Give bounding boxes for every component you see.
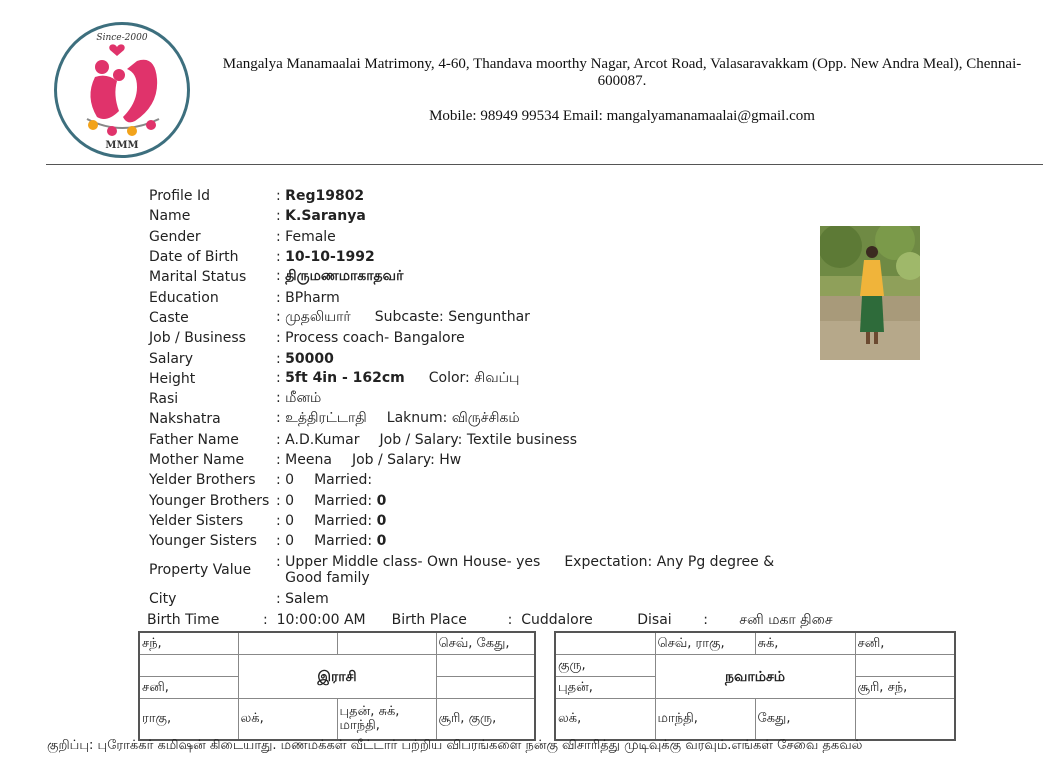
value-father-job: Textile business [466, 431, 578, 448]
navamsam-house-11: புதன், [555, 677, 655, 699]
label-expectation: Expectation: [564, 554, 653, 571]
birth-info: Birth Time : 10:00:00 AM Birth Place : Cuddalore Disai : சனி மகா திசை [147, 612, 833, 628]
value-younger-sisters-married: 0 [376, 533, 387, 550]
value-dob: 10-10-1992 [285, 249, 375, 266]
navamsam-chart [554, 631, 956, 741]
value-city: Salem [285, 591, 329, 608]
navamsam-house-9: மாந்தி, [655, 699, 755, 741]
value-marital: திருமணமாகாதவர் [285, 268, 404, 285]
company-contact: Mobile: 98949 99534 Email: mangalyamanamaalai@gmail.com [429, 108, 815, 124]
label-younger-brothers-married: Married: [314, 492, 373, 509]
value-disai: சனி மகா திசை [739, 612, 833, 628]
value-profile-id: Reg19802 [285, 188, 365, 205]
logo-initials: MMM [105, 140, 139, 151]
value-elder-sisters-married: 0 [376, 512, 387, 529]
value-rasi: மீனம் [285, 390, 322, 407]
row-property: Property Value : Upper Middle class- Own House- yes Expectation: Any Pg degree & Good family [149, 554, 775, 587]
navamsam-house-12: குரு, [555, 655, 655, 677]
label-elder-brothers-married: Married: [314, 472, 373, 489]
navamsam-house-2: செவ், ராகு, [655, 632, 755, 655]
label-color: Color: [428, 369, 470, 386]
navamsam-house-7 [855, 699, 955, 741]
label-nakshatra: Nakshatra [149, 411, 221, 428]
navamsam-house-8: கேது, [755, 699, 855, 741]
row-younger-brothers: Younger Brothers : 0 Married: 0 [149, 492, 387, 509]
row-mother: Mother Name : Meena Job / Salary: Hw [149, 452, 462, 468]
value-color: சிவப்பு [474, 369, 520, 386]
navamsam-house-4: சனி, [855, 632, 955, 655]
label-education: Education [149, 289, 219, 306]
value-salary: 50000 [285, 350, 334, 367]
value-younger-sisters: 0 [285, 533, 295, 550]
label-birth-time: Birth Time [147, 612, 220, 628]
value-nakshatra: உத்திரட்டாதி [285, 410, 367, 427]
label-rasi: Rasi [149, 391, 179, 408]
value-education: BPharm [285, 289, 340, 306]
label-profile-id: Profile Id [149, 188, 210, 205]
row-father: Father Name : A.D.Kumar Job / Salary: Textile business [149, 431, 578, 448]
row-elder-brothers: Yelder Brothers : 0 Married: [149, 472, 373, 489]
footer-note: குறிப்பு: புரோக்கர் கமிஷன் கிடையாது. மணமக்கள் வீட்டார் பற்றிய விபரங்களை நன்கு விசாரித்து முடிவுக்கு வரவும்.எங்கள் சேவை தகவல் [47, 738, 863, 753]
label-disai: Disai [637, 612, 672, 628]
label-salary: Salary [149, 350, 193, 367]
row-elder-sisters: Yelder Sisters : 0 Married: 0 [149, 512, 387, 529]
value-mother: Meena [285, 452, 332, 468]
value-birth-place: Cuddalore [521, 612, 593, 628]
label-dob: Date of Birth [149, 249, 239, 266]
profile-photo-image [820, 226, 920, 360]
row-city: City : Salem [149, 591, 329, 608]
label-younger-brothers: Younger Brothers [149, 492, 270, 509]
value-caste: முதலியார் [285, 308, 351, 325]
row-name: Name : K.Saranya [149, 208, 366, 225]
row-dob: Date of Birth : 10-10-1992 [149, 249, 375, 266]
rasi-chart [138, 631, 536, 741]
label-name: Name [149, 208, 191, 225]
label-father-job: Job / Salary: [379, 431, 463, 448]
rasi-house-4: செவ், கேது, [436, 632, 535, 655]
row-rasi: Rasi : மீனம் [149, 390, 322, 408]
rasi-house-7: சூரி, குரு, [436, 699, 535, 741]
logo-since-text: Since-2000 [96, 33, 148, 43]
rasi-house-11: சனி, [139, 677, 238, 699]
row-job: Job / Business : Process coach- Bangalore [149, 330, 465, 347]
value-job: Process coach- Bangalore [285, 330, 465, 347]
value-elder-sisters: 0 [285, 512, 295, 529]
row-education: Education : BPharm [149, 289, 340, 306]
label-subcaste: Subcaste: [374, 308, 444, 325]
label-mother-job: Job / Salary: [351, 452, 435, 468]
label-gender: Gender [149, 228, 201, 245]
value-property: Upper Middle class- Own House- yes [285, 554, 541, 571]
rasi-house-8: புதன், சுக், மாந்தி, [337, 699, 436, 741]
value-subcaste: Sengunthar [448, 308, 530, 325]
rasi-house-6 [436, 677, 535, 699]
row-caste: Caste : முதலியார் Subcaste: Sengunthar [149, 308, 530, 326]
navamsam-house-1 [555, 632, 655, 655]
label-city: City [149, 591, 177, 608]
company-address: Mangalya Manamaalai Matrimony, 4-60, Thandava moorthy Nagar, Arcot Road, Valasaravakkam (Opp. New Andra Meal), Chennai-600087. [222, 56, 1022, 89]
label-height: Height [149, 370, 196, 387]
navamsam-house-5 [855, 655, 955, 677]
label-younger-sisters-married: Married: [314, 533, 373, 550]
label-laknum: Laknum: [386, 410, 448, 427]
label-elder-brothers: Yelder Brothers [149, 472, 256, 489]
value-mother-job: Hw [439, 452, 462, 468]
rasi-house-10: ராகு, [139, 699, 238, 741]
rasi-house-5 [436, 655, 535, 677]
row-height: Height : 5ft 4in - 162cm Color: சிவப்பு [149, 369, 520, 387]
navamsam-house-6: சூரி, சந், [855, 677, 955, 699]
row-marital: Marital Status : திருமணமாகாதவர் [149, 268, 404, 286]
value-elder-brothers: 0 [285, 472, 295, 489]
label-elder-sisters: Yelder Sisters [149, 512, 244, 529]
row-nakshatra: Nakshatra : உத்திரட்டாதி Laknum: விருச்சிகம் [149, 410, 520, 428]
navamsam-house-3: சுக், [755, 632, 855, 655]
rasi-house-9: லக், [238, 699, 337, 741]
value-laknum: விருச்சிகம் [451, 410, 520, 427]
label-elder-sisters-married: Married: [314, 512, 373, 529]
rasi-house-3 [337, 632, 436, 655]
label-property: Property Value [149, 562, 252, 579]
label-marital: Marital Status [149, 269, 247, 286]
value-expectation: Any Pg degree & Good family [285, 554, 775, 587]
label-younger-sisters: Younger Sisters [149, 533, 257, 550]
value-name: K.Saranya [285, 208, 366, 225]
row-younger-sisters: Younger Sisters : 0 Married: 0 [149, 533, 387, 550]
profile-photo [820, 226, 920, 360]
value-younger-brothers: 0 [285, 492, 295, 509]
navamsam-house-10: லக், [555, 699, 655, 741]
label-job: Job / Business [149, 330, 246, 347]
row-salary: Salary : 50000 [149, 350, 334, 367]
row-gender: Gender : Female [149, 228, 336, 245]
header-divider [46, 164, 1043, 165]
value-younger-brothers-married: 0 [376, 492, 387, 509]
company-logo [54, 22, 190, 158]
label-birth-place: Birth Place [391, 612, 467, 628]
label-father: Father Name [149, 431, 239, 448]
rasi-chart-title: இராசி [238, 655, 436, 699]
value-gender: Female [285, 228, 336, 245]
profile-details [149, 186, 786, 610]
value-height: 5ft 4in - 162cm [285, 369, 405, 386]
rasi-house-2 [238, 632, 337, 655]
value-father: A.D.Kumar [285, 431, 360, 448]
label-caste: Caste [149, 309, 189, 326]
rasi-house-12 [139, 655, 238, 677]
label-mother: Mother Name [149, 452, 245, 468]
rasi-house-1: சந், [139, 632, 238, 655]
navamsam-chart-title: நவாம்சம் [655, 655, 855, 699]
chart-separator [534, 631, 554, 736]
value-birth-time: 10:00:00 AM [276, 612, 366, 628]
couple-heart-icon [57, 25, 187, 155]
row-profile-id: Profile Id : Reg19802 [149, 188, 365, 205]
